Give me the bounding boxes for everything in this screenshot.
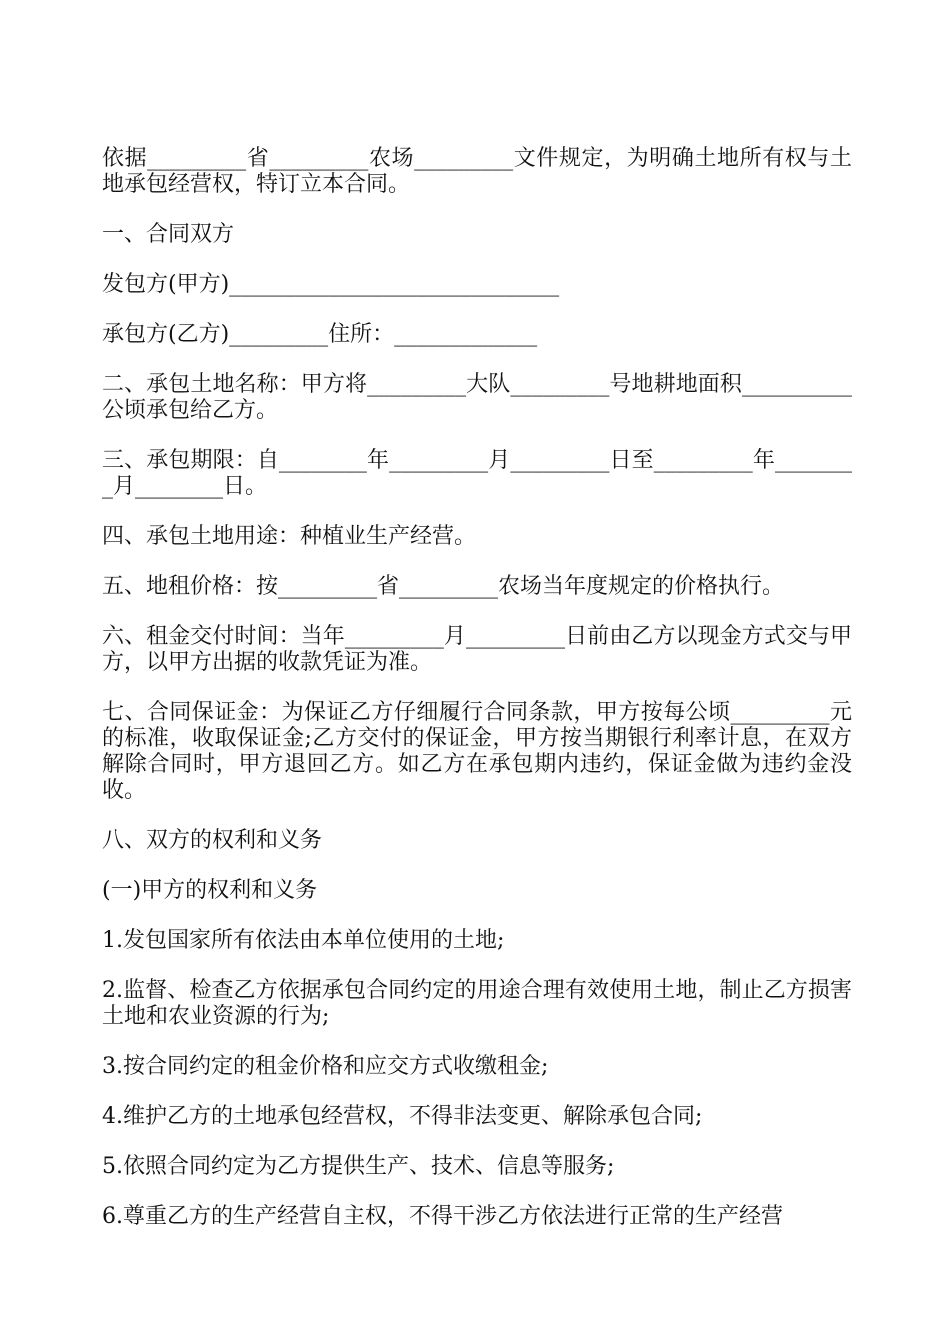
contract-document [102, 146, 852, 1254]
section-deposit: 七、合同保证金：为保证乙方仔细履行合同条款，甲方按每公顷_________元的标准，收取保证金;乙方交付的保证金，甲方按当期银行利率计息，在双方解除合同时，甲方退回乙方。如乙方在承包期内违约，保证金做为违约金没收。 [102, 700, 852, 803]
party-a-line: 发包方(甲方)______________________________ [102, 272, 560, 297]
clause-6: 6.尊重乙方的生产经营自主权，不得干涉乙方依法进行正常的生产经营 [102, 1204, 783, 1229]
intro-paragraph: 依据_________省_________农场_________文件规定，为明确土地所有权与土地承包经营权，特订立本合同。 [102, 146, 852, 197]
clause-5: 5.依照合同约定为乙方提供生产、技术、信息等服务; [102, 1154, 615, 1179]
clause-2: 2.监督、检查乙方依据承包合同约定的用途合理有效使用土地，制止乙方损害土地和农业资源的行为; [102, 978, 852, 1029]
section-term: 三、承包期限：自________年_________月_________日至_________年________月________日。 [102, 448, 852, 499]
section-land-name: 二、承包土地名称：甲方将_________大队_________号地耕地面积__________公顷承包给乙方。 [102, 372, 852, 423]
subsection-party-a-heading: (一)甲方的权利和义务 [102, 878, 318, 903]
party-b-line: 承包方(乙方)_________住所：_____________ [102, 322, 538, 347]
section-land-use: 四、承包土地用途：种植业生产经营。 [102, 524, 477, 549]
section-rent-price: 五、地租价格：按_________省_________农场当年度规定的价格执行。 [102, 574, 785, 599]
clause-1: 1.发包国家所有依法由本单位使用的土地; [102, 928, 505, 953]
clause-4: 4.维护乙方的土地承包经营权，不得非法变更、解除承包合同; [102, 1104, 703, 1129]
section-rent-payment-time: 六、租金交付时间：当年_________月_________日前由乙方以现金方式交与甲方，以甲方出据的收款凭证为准。 [102, 624, 852, 675]
section-parties-heading: 一、合同双方 [102, 222, 235, 247]
section-rights-duties-heading: 八、双方的权利和义务 [102, 828, 323, 853]
clause-3: 3.按合同约定的租金价格和应交方式收缴租金; [102, 1054, 549, 1079]
